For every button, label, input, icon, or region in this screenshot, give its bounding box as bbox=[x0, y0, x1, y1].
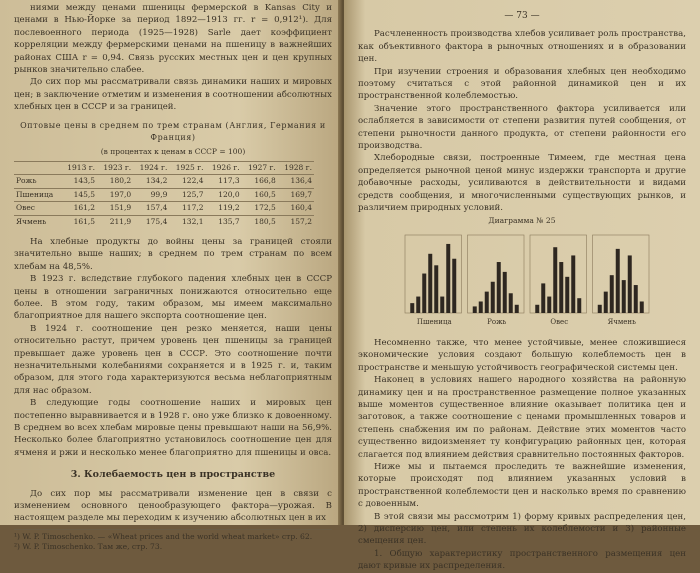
chart-bar bbox=[571, 255, 575, 313]
chart-bar bbox=[541, 283, 545, 313]
paragraph: Значение этого пространственного фактора усиливается или ослабляется в зависимости от степени развития путей сообщения, от степени рыночности данного продукта, от степени районности его производства. bbox=[358, 103, 686, 152]
table-cell: 117,2 bbox=[169, 202, 205, 215]
chart-bar bbox=[634, 285, 638, 313]
chart-bar bbox=[446, 244, 450, 313]
paragraph: До сих пор мы рассматривали связь динамики наших и мировых цен; в заключение отметим и изменения в соотношении абсолютных хлебных цен в СССР и за границей. bbox=[14, 77, 332, 113]
chart-bar bbox=[604, 292, 608, 313]
right-page bbox=[344, 0, 700, 572]
chart-panel-frame bbox=[468, 235, 525, 313]
table-header-cell bbox=[14, 161, 61, 174]
footnote: ¹) W. P. Timoschenko. — «Wheat prices and the world wheat market» стр. 62. bbox=[14, 531, 313, 541]
table-cell: 136,4 bbox=[278, 175, 314, 188]
table-header-cell: 1924 г. bbox=[133, 161, 169, 174]
table-header-cell: 1928 г. bbox=[278, 161, 314, 174]
chart-group-label: Пшеница bbox=[416, 317, 452, 326]
table-cell: Ячмень bbox=[14, 215, 61, 228]
left-page bbox=[0, 0, 342, 551]
chart-bar bbox=[628, 255, 632, 313]
chart-bar bbox=[565, 277, 569, 313]
table-cell: 157,4 bbox=[133, 202, 169, 215]
table-title: Оптовые цены в среднем по трем странам (Англия, Германия и Франция) bbox=[20, 120, 326, 143]
table-cell: 125,7 bbox=[169, 188, 205, 201]
footnotes bbox=[14, 529, 332, 552]
chart-bar bbox=[416, 296, 420, 312]
table-cell: 180,2 bbox=[97, 175, 133, 188]
chart-group-label: Овес bbox=[550, 317, 569, 326]
paragraph: В этой связи мы рассмотрим 1) форму кривых распределения цен, 2) дисперсию цен, или степень их колеблемости и 3) районные смещения цен. bbox=[358, 511, 686, 547]
diagram-chart bbox=[403, 231, 653, 329]
table-cell: 151,9 bbox=[97, 202, 133, 215]
table-header-cell: 1923 г. bbox=[97, 161, 133, 174]
paragraph: Наконец в условиях нашего народного хозяйства на районную динамику цен и на пространственное размещение полное указанных выше моментов существенное влияние оказывает политика цен и заготовок, а также соотношение с ценами промышленных товаров и степень снабжения им по районам. Действие этих моментов часто существенно видоизменяет ту конфигурацию районных цен, которая слагается под влиянием действия сравнительно постоянных факторов. bbox=[358, 375, 686, 460]
chart-panel-frame bbox=[593, 235, 650, 313]
table-cell: 117,3 bbox=[206, 175, 242, 188]
table-cell: 211,9 bbox=[97, 215, 133, 228]
chart-bar bbox=[491, 282, 495, 313]
chart-bar bbox=[598, 305, 602, 313]
paragraph: 1. Общую характеристику пространственного размещения цен дают кривые их распределения. bbox=[358, 548, 686, 572]
table-header-cell: 1925 г. bbox=[169, 161, 205, 174]
paragraph: Несомненно также, что менее устойчивые, менее сложившиеся экономические условия создают большую колеблемость цен в пространстве и меньшую устойчивость географической системы цен. bbox=[358, 337, 686, 373]
table-header-cell: 1927 г. bbox=[242, 161, 278, 174]
chart-bar bbox=[547, 296, 551, 312]
chart-title: Диаграмма № 25 bbox=[488, 215, 556, 225]
paragraph: Хлебородные связи, построенные Тимеем, где местная цена определяется рыночной ценой минус издержки транспорта и другие добавочные расходы, усиливаются в действительности и видами средств сообщения, и многочисленными существующих рынков, и различием природных условий. bbox=[358, 153, 686, 214]
chart-bar bbox=[503, 272, 507, 313]
chart-bar bbox=[515, 305, 519, 313]
chart-bar bbox=[610, 275, 614, 313]
chart-bar bbox=[452, 259, 456, 313]
table-row bbox=[14, 202, 314, 215]
table-cell: 132,1 bbox=[169, 215, 205, 228]
chart-bar bbox=[553, 247, 557, 313]
table-cell: 119,2 bbox=[206, 202, 242, 215]
chart-bar bbox=[485, 292, 489, 313]
chart-bar bbox=[428, 254, 432, 313]
section-title: 3. Колебаемость цен в пространстве bbox=[70, 469, 276, 481]
chart-bar bbox=[577, 298, 581, 313]
paragraph: В следующие годы соотношение наших и мировых цен постепенно выравнивается и в 1928 г. оно уже близко к довоенному. В среднем во всех хлебам мировые цены превышают наши на 56,9%. Несколько более благоприятно установилось соотношение цен для ячменя и ржи и несколько менее благоприятно для пшеницы и овса. bbox=[14, 398, 332, 458]
chart-group-label: Ячмень bbox=[607, 317, 636, 326]
chart-bar bbox=[473, 306, 477, 313]
price-table bbox=[14, 161, 314, 228]
table-cell: 134,2 bbox=[133, 175, 169, 188]
chart-bar bbox=[497, 262, 501, 313]
left-top-paragraphs bbox=[14, 2, 332, 114]
chart-bar bbox=[422, 273, 426, 312]
table-cell: 160,4 bbox=[278, 202, 314, 215]
table-cell: 166,8 bbox=[242, 175, 278, 188]
table-cell: 143,5 bbox=[61, 175, 97, 188]
chart-bar bbox=[535, 305, 539, 313]
paragraph: ниями между ценами пшеницы фермерской в Kansas City и ценами в Нью-Йорке за период 1892—1913 гг. r = 0,912¹). Для послевоенного периода (1925—1928) Sarle дает коэффициент корреляции между фермерскими ценами на пшеницу в важнейших районах США r = 0,94. Связь русских местных цен и цен крупных рынков значительно слабее. bbox=[14, 3, 332, 76]
table-cell: 145,5 bbox=[61, 188, 97, 201]
table-cell: 169,7 bbox=[278, 188, 314, 201]
chart-bar bbox=[440, 296, 444, 312]
table-cell: Рожь bbox=[14, 175, 61, 188]
table-cell: 160,5 bbox=[242, 188, 278, 201]
chart-bar bbox=[559, 262, 563, 313]
paragraph: Ниже мы и пытаемся проследить те важнейшие изменения, которые происходят под влиянием указанных условий в пространственной колеблемости цен и насколько время по сравнению с довоенным. bbox=[358, 461, 686, 510]
table-cell: 180,5 bbox=[242, 215, 278, 228]
paragraph: В 1923 г. вследствие глубокого падения хлебных цен в СССР цены в отношении заграничных понижаются относительно еще более. В этом году, таким образом, мы имеем максимально благоприятное для нашего экспорта соотношение цен. bbox=[14, 274, 332, 322]
footnote: ²) W. P. Timoschenko. Там же, стр. 73. bbox=[14, 541, 163, 551]
paragraph: Расчлененность производства хлебов усиливает роль пространства, как объективного фактора в рыночных отношениях и в образовании цен. bbox=[358, 29, 686, 65]
chart-bar bbox=[622, 280, 626, 313]
table-cell: Пшеница bbox=[14, 188, 61, 201]
left-mid-paragraphs bbox=[14, 236, 332, 459]
right-text-column bbox=[358, 2, 686, 573]
paragraph: При изучении строения и образования хлебных цен необходимо поэтому считаться с этой районной динамикой цен и их пространственной колеблемостью. bbox=[358, 66, 686, 102]
paragraph: В 1924 г. соотношение цен резко меняется, наши цены относительно растут, причем уровень цен пшеницы за границей превышает даже уровень цен в СССР. Это соотношение почти незначительными колебаниями сохраняется и в 1925 г. и, таким образом, для этого года характеризуются весьма неблагоприятным для нас образом. bbox=[14, 323, 332, 396]
table-header-cell: 1913 г. bbox=[61, 161, 97, 174]
chart-bar bbox=[509, 293, 513, 313]
table-cell: 135,7 bbox=[206, 215, 242, 228]
table-cell: 197,0 bbox=[97, 188, 133, 201]
diagram-svg bbox=[403, 231, 653, 329]
table-header-row bbox=[14, 161, 314, 174]
left-text-column bbox=[14, 2, 332, 552]
table-cell: 161,2 bbox=[61, 202, 97, 215]
table-cell: 172,5 bbox=[242, 202, 278, 215]
chart-bar bbox=[616, 249, 620, 313]
table-row bbox=[14, 188, 314, 201]
table-cell: Овес bbox=[14, 202, 61, 215]
table-row bbox=[14, 175, 314, 188]
table-cell: 175,4 bbox=[133, 215, 169, 228]
table-cell: 161,5 bbox=[61, 215, 97, 228]
table-cell: 99,9 bbox=[133, 188, 169, 201]
table-cell: 157,2 bbox=[278, 215, 314, 228]
table-caption: (в процентах к ценам в СССР = 100) bbox=[100, 147, 246, 157]
table-cell: 122,4 bbox=[169, 175, 205, 188]
chart-bar bbox=[640, 301, 644, 313]
paragraph: До сих пор мы рассматривали изменение цен в связи с изменением основного ценообразующего фактора—урожая. В настоящем разделе мы переходим к изучению абсолютных цен в их bbox=[14, 488, 332, 524]
chart-bar bbox=[410, 303, 414, 313]
chart-bar bbox=[434, 265, 438, 313]
chart-group-label: Рожь bbox=[487, 317, 507, 326]
paragraph: На хлебные продукты до войны цены за границей стояли значительно выше наших; в среднем по трем странам по всем хлебам на 48,5%. bbox=[14, 236, 332, 272]
chart-bar bbox=[479, 301, 483, 313]
table-cell: 120,0 bbox=[206, 188, 242, 201]
table-header-cell: 1926 г. bbox=[206, 161, 242, 174]
page-number: — 73 — bbox=[504, 11, 540, 21]
table-row bbox=[14, 215, 314, 228]
